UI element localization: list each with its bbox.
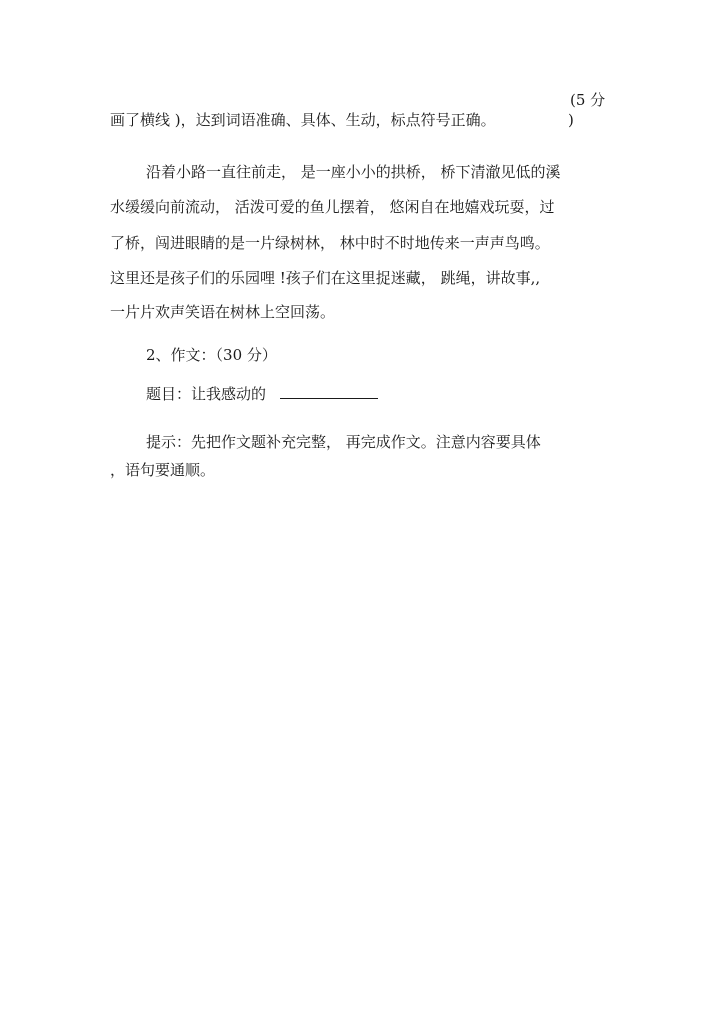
passage-line-5: 一片片欢声笑语在树林上空回荡。 <box>110 303 336 321</box>
score-note-close: ) <box>568 111 574 129</box>
composition-topic-row <box>146 384 378 404</box>
composition-heading: 2、作文：（30 分） <box>146 346 277 364</box>
topic-blank-line <box>280 384 378 399</box>
composition-topic: 题目：让我感动的 <box>146 385 267 403</box>
hint-line-2: ，语句要通顺。 <box>110 461 216 479</box>
hint-line-1: 提示：先把作文题补充完整， 再完成作文。注意内容要具体 <box>146 433 541 451</box>
score-note-open: (5 分 <box>570 91 606 109</box>
passage-line-2: 水缓缓向前流动， 活泼可爱的鱼儿摆着， 悠闲自在地嬉戏玩耍，过 <box>110 198 555 216</box>
requirement-line: 画了横线 )，达到词语准确、具体、生动，标点符号正确。 <box>110 111 496 129</box>
passage-line-4: 这里还是孩子们的乐园哩 !孩子们在这里捉迷藏， 跳绳，讲故事,, <box>110 269 541 287</box>
passage-line-3: 了桥，闯进眼睛的是一片绿树林， 林中时不时地传来一声声鸟鸣。 <box>110 234 550 252</box>
passage-line-1: 沿着小路一直往前走， 是一座小小的拱桥， 桥下清澈见低的溪 <box>146 163 561 181</box>
